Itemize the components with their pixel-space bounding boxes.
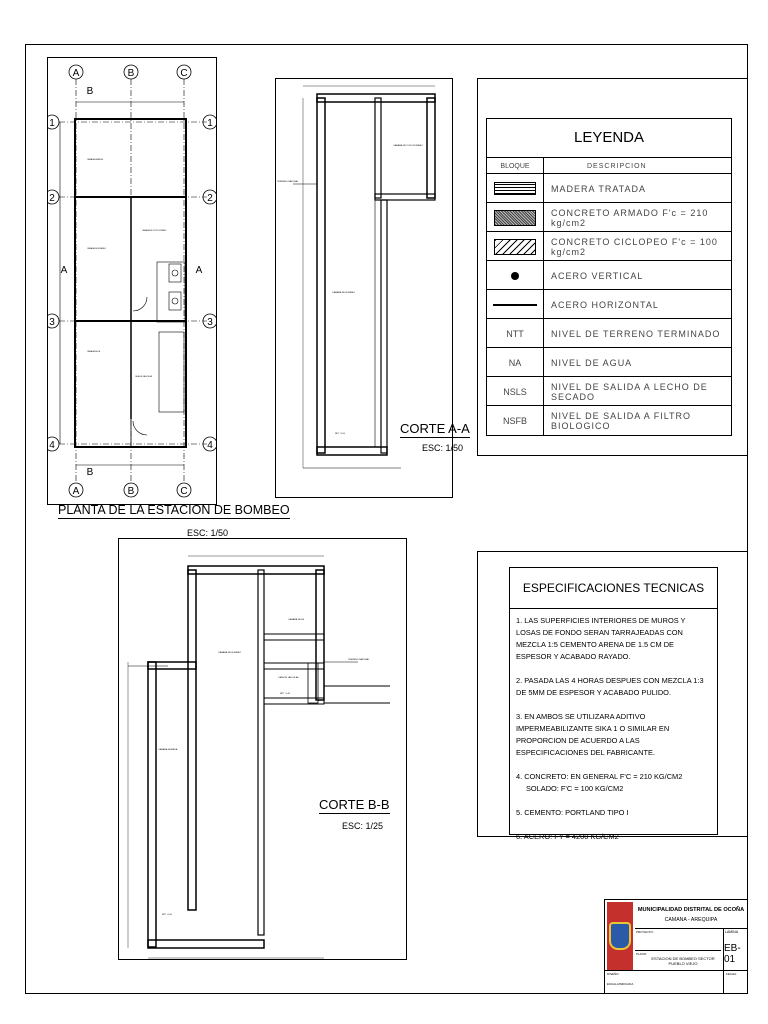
- leyenda-row-symbol: NA: [487, 348, 544, 377]
- leyenda-row-symbol: NSLS: [487, 377, 544, 406]
- corte-bb-label-humeda: CAMARA HUMEDA: [158, 749, 178, 751]
- corte-aa-label-terreno: TERRENO NATURAL: [277, 181, 299, 183]
- plan-cut-b-bottom: B: [86, 467, 94, 478]
- leyenda-row-desc: NIVEL DE TERRENO TERMINADO: [551, 328, 721, 339]
- corte-bb-title: CORTE B-B: [319, 797, 390, 812]
- tb-scale-label: ESCALA:: [607, 982, 620, 986]
- leyenda-row: [487, 405, 731, 435]
- plan-drawing: [47, 57, 217, 505]
- spec-item: 3. EN AMBOS SE UTILIZARA ADITIVO IMPERMEABILIZANTE SIKA 1 O SIMILAR EN PROPORCION DE ACUERDO A LAS ESPECIFICACIONES DEL FABRICANTE.: [516, 712, 670, 757]
- corte-bb-label-valvulas: CAJA DE VALVULAS: [278, 677, 299, 679]
- wood-hatch-icon: [487, 174, 544, 203]
- leyenda-row-desc: NIVEL DE SALIDA A FILTRO BIOLOGICO: [551, 410, 692, 431]
- corte-aa-label-bombeo: CAMARA DE BOMBEO: [332, 292, 356, 294]
- plan-room-humeda: CAMARA HUMEDA: [87, 159, 103, 161]
- spec-item: 1. LAS SUPERFICIES INTERIORES DE MUROS Y LOSAS DE FONDO SERAN TARRAJEADAS CON MEZCLA 1:5 CEMENTO ARENA DE 1.5 CM DE ESPESOR Y ACABADO RAYADO.: [516, 616, 686, 661]
- spec-item: 5. CEMENTO: PORTLAND TIPO I: [516, 808, 629, 817]
- plan-axis-3-left: 3: [49, 317, 55, 328]
- plan-axis-a-bottom: A: [72, 486, 80, 497]
- plan-axis-4-right: 4: [207, 440, 213, 451]
- leyenda-row: [487, 202, 731, 232]
- plan-title: PLANTA DE LA ESTACION DE BOMBEO: [58, 503, 290, 517]
- plan-axis-c-bottom: C: [180, 486, 188, 497]
- plan-axis-1-right: 1: [207, 118, 213, 129]
- corte-bb-label-bombeo: CAMARA DE BOMBEO: [218, 652, 242, 654]
- leyenda-row-desc: CONCRETO ARMADO F'c = 210 kg/cm2: [551, 207, 709, 228]
- corte-bb-label-terreno: TERRENO NATURAL: [348, 659, 370, 661]
- leyenda-row-desc: NIVEL DE SALIDA A LECHO DE SECADO: [551, 381, 708, 402]
- plan-axis-2-left: 2: [49, 193, 55, 204]
- title-block: [604, 899, 748, 994]
- corte-bb-label-npt: NPT -2.00: [162, 914, 172, 916]
- leyenda-row-symbol: NTT: [487, 319, 544, 348]
- leyenda-row: [487, 173, 731, 203]
- plan-axis-b-top: B: [127, 68, 135, 79]
- leyenda-row-desc: MADERA TRATADA: [551, 183, 647, 194]
- leyenda-row: [487, 318, 731, 348]
- corte-bb-label-seca: CAMARA SECA: [288, 619, 304, 621]
- cyclopean-hatch-icon: [487, 232, 544, 261]
- leyenda-row-symbol: NSFB: [487, 406, 544, 435]
- specs-list: [516, 615, 711, 855]
- leyenda-row-desc: NIVEL DE AGUA: [551, 357, 633, 368]
- concrete-hatch-icon: [487, 203, 544, 232]
- spec-item: 4. CONCRETO: EN GENERAL F'C = 210 KG/CM2: [516, 772, 683, 781]
- plan-cut-b-top: B: [86, 86, 94, 97]
- vertical-steel-dot-icon: [487, 261, 544, 290]
- tb-date-label: FECHA:: [726, 972, 738, 976]
- tb-location: CAMANA - AREQUIPA: [664, 917, 718, 923]
- specs-title: ESPECIFICACIONES TECNICAS: [510, 568, 717, 609]
- spec-item: SOLADO: F'C = 100 KG/CM2: [526, 784, 624, 793]
- plan-room-bombeo: CAMARA DE BOMBEO: [87, 248, 106, 250]
- plan-room-seca: CAMARA SECA: [87, 351, 100, 353]
- leyenda-table: [486, 118, 732, 436]
- tb-scale-value: INDICADA: [619, 982, 634, 986]
- leyenda-row-desc: CONCRETO CICLOPEO F'c = 100 kg/cm2: [551, 236, 718, 257]
- tb-sheet-code: EB-01: [724, 943, 741, 965]
- corte-aa-label-pozo: CAMARA DE POZO BOMBEO: [393, 145, 423, 147]
- plan-axis-2-right: 2: [207, 193, 213, 204]
- leyenda-row: [487, 376, 731, 406]
- plan-room-valvulas: CAJA DE VALVULAS: [135, 376, 153, 378]
- corte-bb-drawing: [118, 538, 407, 960]
- corte-aa-scale: ESC: 1/50: [422, 443, 464, 453]
- plan-axis-a-top: A: [72, 68, 80, 79]
- leyenda-col-symbol: BLOQUE: [487, 158, 544, 174]
- plan-axis-c-top: C: [180, 68, 188, 79]
- leyenda-row: [487, 260, 731, 290]
- corte-bb-scale: ESC: 1/25: [342, 821, 384, 831]
- tb-plan-label: PLANO:: [636, 952, 648, 956]
- plan-cut-a-left: A: [60, 265, 68, 276]
- leyenda-row: [487, 347, 731, 377]
- tb-design-label: DISEÑO:: [607, 972, 620, 976]
- plan-axis-b-bottom: B: [127, 486, 135, 497]
- corte-aa-label-npt: NPT -2.00: [335, 433, 345, 435]
- plan-axis-3-right: 3: [207, 317, 213, 328]
- tb-project-label: PROYECTO:: [636, 930, 654, 934]
- spec-item: 6. ACERO: FY = 4200 KG/CM2: [516, 832, 619, 841]
- plan-axis-4-left: 4: [49, 440, 55, 451]
- plan-cut-a-right: A: [195, 265, 203, 276]
- leyenda-title: LEYENDA: [573, 129, 645, 146]
- leyenda-row-desc: ACERO VERTICAL: [551, 270, 644, 281]
- leyenda-header-row: [487, 157, 731, 174]
- leyenda-col-desc: DESCRIPCION: [587, 162, 647, 170]
- tb-entity: MUNICIPALIDAD DISTRITAL DE OCOÑA: [637, 907, 745, 913]
- spec-item: 2. PASADA LAS 4 HORAS DESPUES CON MEZCLA 1:3 DE 5MM DE ESPESOR Y ACABADO PULIDO.: [516, 676, 704, 697]
- leyenda-row: [487, 231, 731, 261]
- tb-sheet-label: LAMINA: [725, 930, 739, 934]
- corte-aa-title: CORTE A-A: [400, 421, 470, 436]
- corte-bb-label-npt2: NPT -1.40: [280, 693, 290, 695]
- plan-axis-1-left: 1: [49, 118, 55, 129]
- plan-room-pozo: CAMARA DE POZO BOMBEO: [142, 230, 167, 232]
- leyenda-row: [487, 289, 731, 319]
- plan-scale: ESC: 1/50: [187, 528, 229, 538]
- leyenda-row-desc: ACERO HORIZONTAL: [551, 299, 659, 310]
- tb-plan-name: ESTACION DE BOMBEO SECTOR PUEBLO VIEJO: [651, 956, 715, 966]
- municipal-seal-icon: [607, 902, 633, 970]
- specs-table: [509, 567, 718, 841]
- horizontal-steel-line-icon: [487, 290, 544, 319]
